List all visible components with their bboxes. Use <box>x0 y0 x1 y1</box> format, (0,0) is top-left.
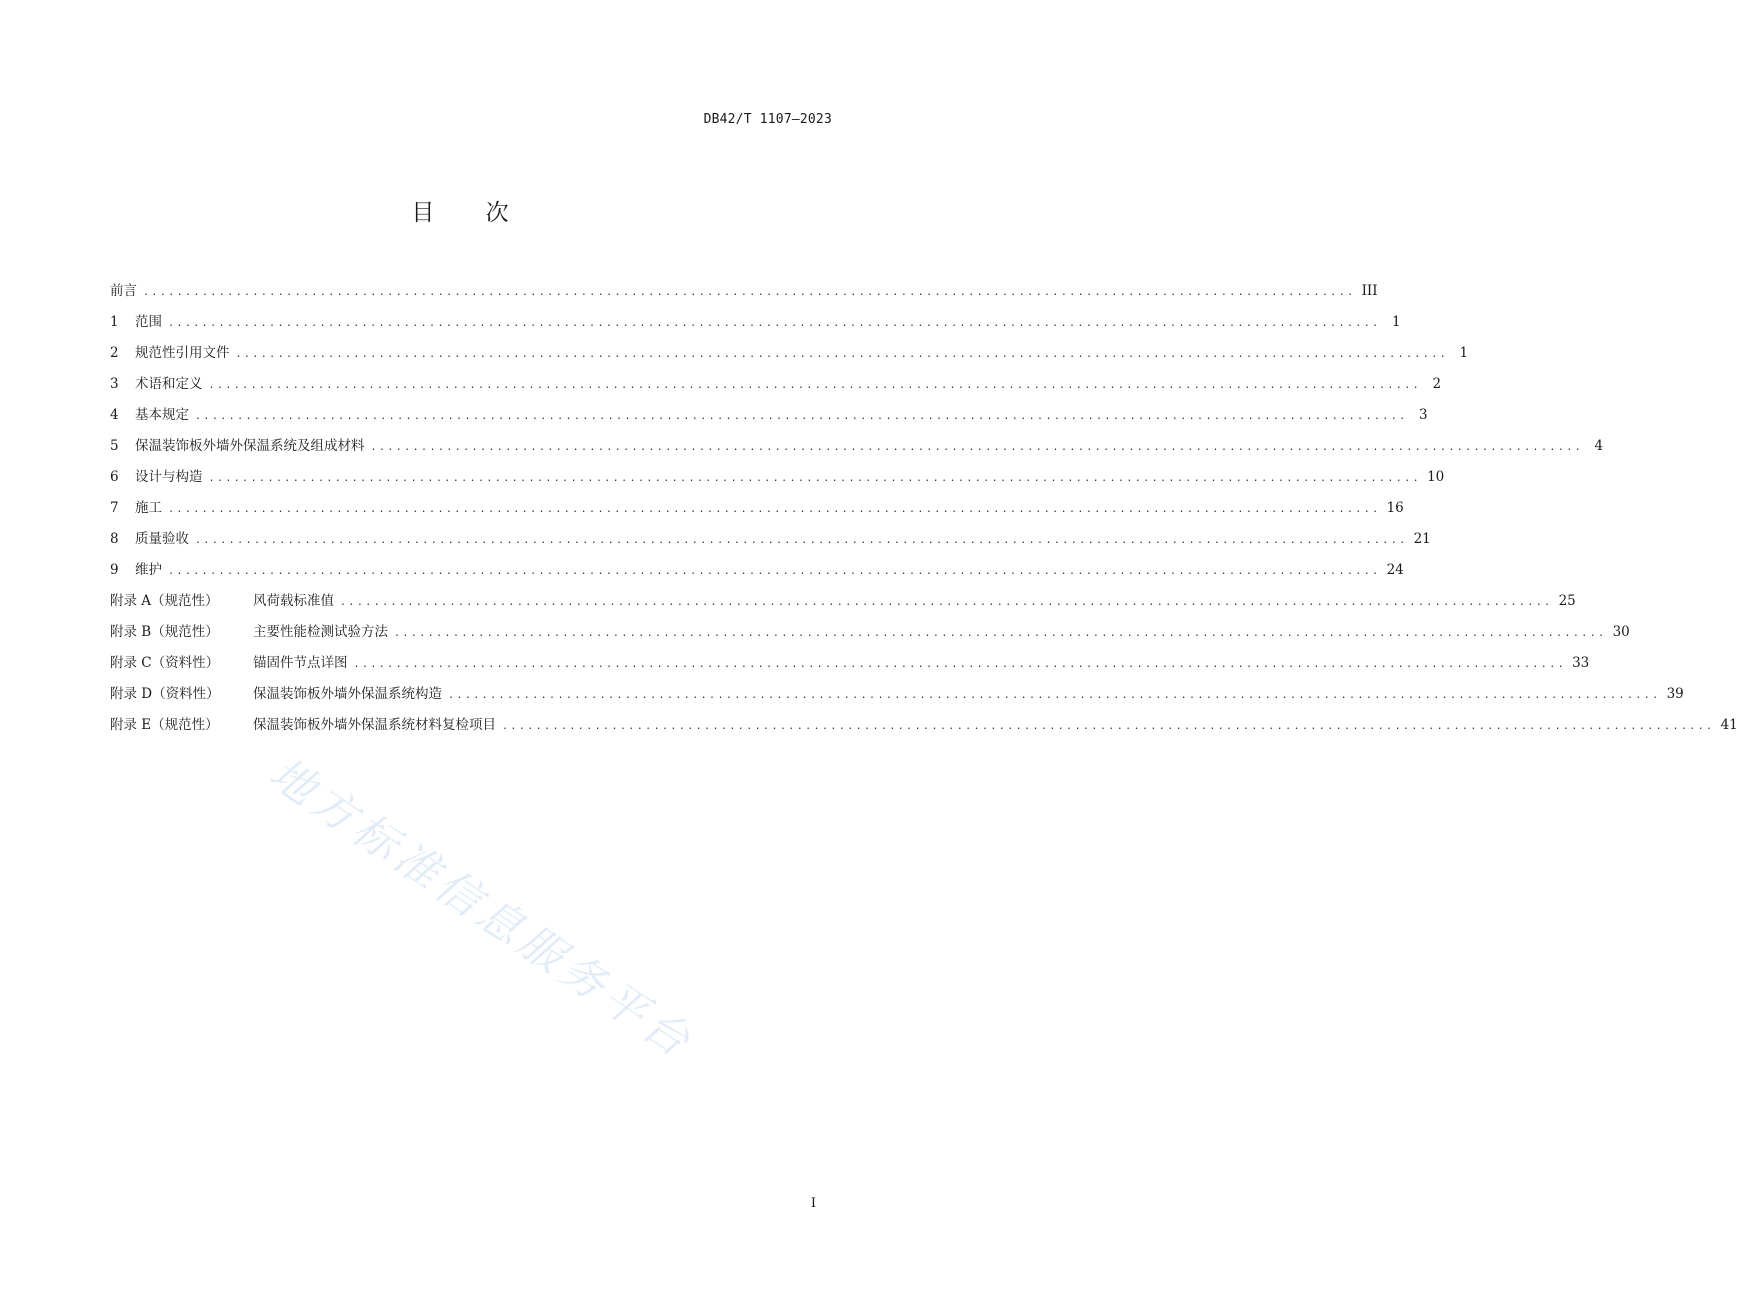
toc-entry-4[interactable] <box>110 400 1428 431</box>
toc-entry-label: 锚固件节点详图 <box>253 655 348 671</box>
toc-entry-page: 30 <box>1612 624 1630 640</box>
toc-appendix-a[interactable] <box>110 586 1576 617</box>
toc-dot-leader: ................................................................................................................................................ <box>208 473 1422 484</box>
toc-entry-8[interactable] <box>110 524 1431 555</box>
toc-entry-label: 维护 <box>135 562 162 578</box>
toc-appendix-e[interactable] <box>110 710 1738 741</box>
table-of-contents <box>110 276 1738 741</box>
toc-appendix-tag: 附录 A（规范性） <box>110 593 219 609</box>
toc-appendix-tag: 附录 D（资料性） <box>110 686 220 702</box>
toc-appendix-b[interactable] <box>110 617 1630 648</box>
toc-entry-9[interactable] <box>110 555 1404 586</box>
toc-dot-leader: ................................................................................................................................................ <box>394 628 1607 639</box>
toc-entry-page: 41 <box>1720 717 1738 733</box>
toc-entry-number: 2 <box>110 345 119 361</box>
toc-dot-leader: ................................................................................................................................................ <box>143 287 1356 298</box>
toc-entry-preface[interactable] <box>110 276 1378 307</box>
toc-entry-label: 主要性能检测试验方法 <box>253 624 388 640</box>
toc-appendix-tag: 附录 B（规范性） <box>110 624 219 640</box>
toc-dot-leader: ................................................................................................................................................ <box>208 380 1422 391</box>
page-number: I <box>810 1196 816 1211</box>
toc-entry-number: 8 <box>110 531 119 547</box>
toc-entry-label: 质量验收 <box>135 531 189 547</box>
toc-dot-leader: ................................................................................................................................................ <box>168 504 1381 515</box>
toc-entry-number: 6 <box>110 469 119 485</box>
toc-entry-page: 39 <box>1666 686 1684 702</box>
toc-entry-page: 25 <box>1558 593 1576 609</box>
toc-entry-label: 前言 <box>110 283 137 299</box>
document-code: DB42/T 1107—2023 <box>703 112 832 127</box>
toc-entry-page: III <box>1361 283 1378 299</box>
toc-entry-1[interactable] <box>110 307 1401 338</box>
toc-entry-page: 2 <box>1432 376 1442 392</box>
toc-entry-page: 16 <box>1386 500 1404 516</box>
toc-entry-2[interactable] <box>110 338 1469 369</box>
toc-entry-page: 3 <box>1418 407 1428 423</box>
toc-dot-leader: ................................................................................................................................................ <box>195 535 1408 546</box>
toc-entry-label: 术语和定义 <box>135 376 203 392</box>
toc-entry-page: 1 <box>1459 345 1469 361</box>
toc-dot-leader: ................................................................................................................................................ <box>235 349 1449 360</box>
watermark: 地方标准信息服务平台 <box>259 747 704 1070</box>
toc-dot-leader: ................................................................................................................................................ <box>353 659 1567 670</box>
toc-dot-leader: ................................................................................................................................................ <box>340 597 1553 608</box>
toc-entry-page: 33 <box>1572 655 1590 671</box>
toc-entry-label: 施工 <box>135 500 162 516</box>
toc-entry-label: 基本规定 <box>135 407 189 423</box>
toc-entry-5[interactable] <box>110 431 1604 462</box>
toc-entry-page: 1 <box>1391 314 1401 330</box>
toc-entry-number: 1 <box>110 314 119 330</box>
toc-entry-3[interactable] <box>110 369 1442 400</box>
toc-dot-leader: ................................................................................................................................................ <box>195 411 1408 422</box>
toc-entry-label: 保温装饰板外墙外保温系统及组成材料 <box>135 438 365 454</box>
toc-entry-page: 4 <box>1594 438 1604 454</box>
toc-entry-number: 7 <box>110 500 119 516</box>
toc-entry-label: 保温装饰板外墙外保温系统材料复检项目 <box>253 717 496 733</box>
toc-appendix-d[interactable] <box>110 679 1684 710</box>
toc-entry-label: 风荷载标准值 <box>253 593 334 609</box>
toc-dot-leader: ................................................................................................................................................ <box>448 690 1661 701</box>
toc-entry-label: 设计与构造 <box>135 469 203 485</box>
toc-entry-page: 10 <box>1427 469 1445 485</box>
toc-entry-number: 4 <box>110 407 119 423</box>
toc-entry-number: 3 <box>110 376 119 392</box>
toc-entry-label: 保温装饰板外墙外保温系统构造 <box>253 686 442 702</box>
toc-dot-leader: ................................................................................................................................................ <box>168 566 1381 577</box>
toc-entry-label: 范围 <box>135 314 162 330</box>
toc-dot-leader: ................................................................................................................................................ <box>370 442 1584 453</box>
toc-entry-6[interactable] <box>110 462 1445 493</box>
toc-entry-number: 5 <box>110 438 119 454</box>
toc-dot-leader: ................................................................................................................................................ <box>502 721 1715 732</box>
toc-entry-label: 规范性引用文件 <box>135 345 230 361</box>
toc-appendix-c[interactable] <box>110 648 1590 679</box>
toc-entry-number: 9 <box>110 562 119 578</box>
toc-entry-page: 24 <box>1386 562 1404 578</box>
toc-appendix-tag: 附录 E（规范性） <box>110 717 219 733</box>
toc-entry-page: 21 <box>1413 531 1431 547</box>
page-title: 目 次 <box>411 200 531 226</box>
toc-entry-7[interactable] <box>110 493 1404 524</box>
toc-dot-leader: ................................................................................................................................................ <box>168 318 1381 329</box>
toc-appendix-tag: 附录 C（资料性） <box>110 655 220 671</box>
